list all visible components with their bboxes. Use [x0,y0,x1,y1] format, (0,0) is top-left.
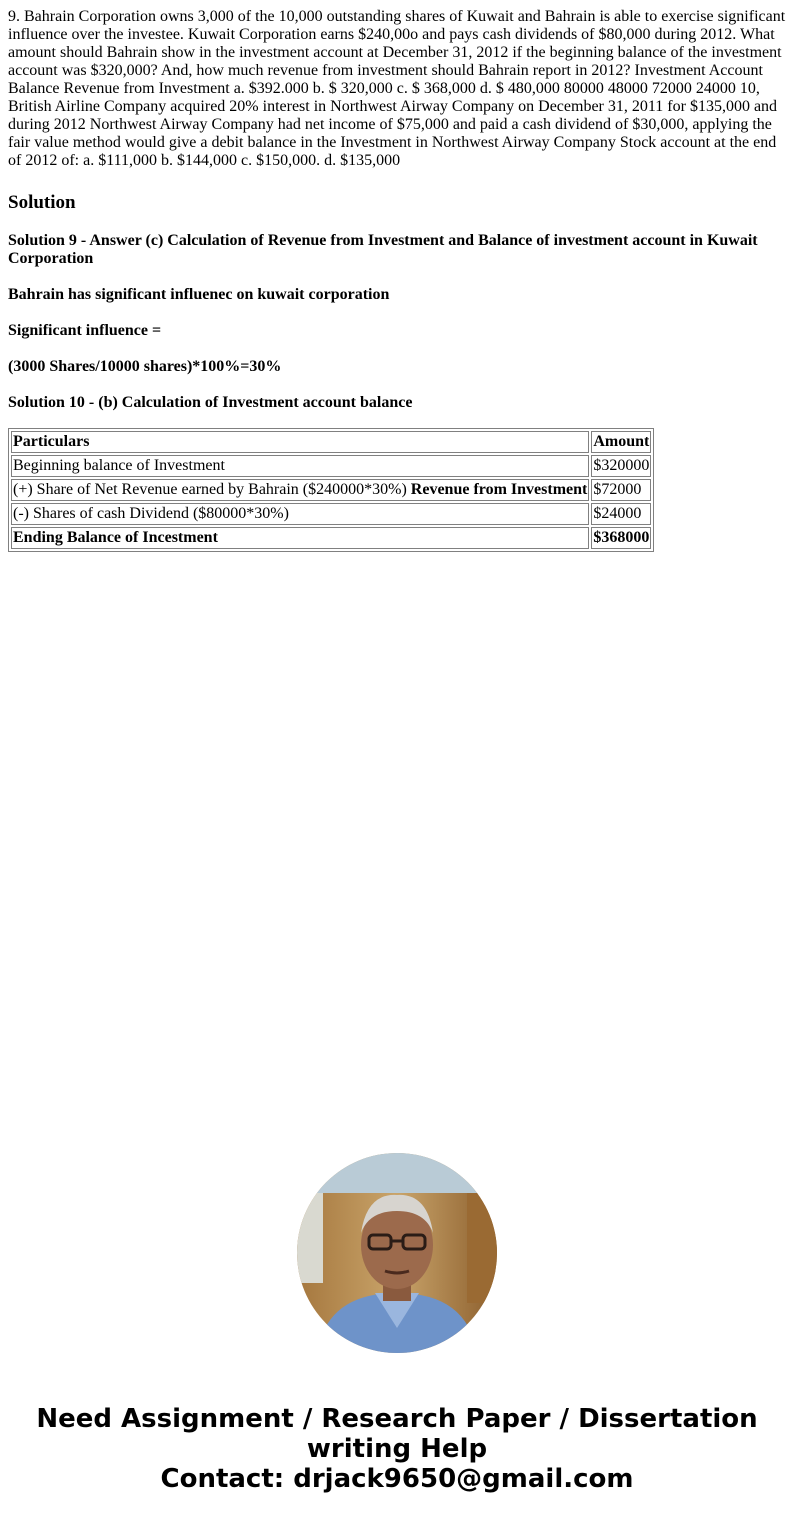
footer-particulars: Ending Balance of Incestment [11,527,589,549]
header-particulars: Particulars [11,431,589,453]
influence-statement: Bahrain has significant influenec on kuwait corporation [8,286,390,303]
investment-table [8,428,654,552]
row-amount: $24000 [591,503,651,525]
footer-amount: $368000 [591,527,651,549]
solution-heading: Solution [8,192,76,213]
table-row [11,503,651,525]
row-amount: $320000 [591,455,651,477]
row-particulars: Beginning balance of Investment [11,455,589,477]
promo-banner [0,1404,794,1494]
influence-formula: (3000 Shares/10000 shares)*100%=30% [8,358,282,375]
row-particulars: (-) Shares of cash Dividend ($80000*30%) [11,503,589,525]
table-header-row [11,431,651,453]
solution-9-heading: Solution 9 - Answer (c) Calculation of Revenue from Investment and Balance of investment account in Kuwait Corporation [8,232,758,267]
promo-line-2: writing Help [306,1434,488,1464]
row-particulars: (+) Share of Net Revenue earned by Bahrain ($240000*30%) Revenue from Investment [11,479,589,501]
document-body [8,8,788,552]
table-footer-row [11,527,651,549]
question-text: 9. Bahrain Corporation owns 3,000 of the 10,000 outstanding shares of Kuwait and Bahrain is able to exercise significant influence over the investee. Kuwait Corporation earns $240,00o and pays cash dividends of $80,000 during 2012. What amount should Bahrain show in the investment account at December 31, 2012 if the beginning balance of the investment account was $320,000? And, how much revenue from investment should Bahrain report in 2012? Investment Account Balance Revenue from Investment a. $392.000 b. $ 320,000 c. $ 368,000 d. $ 480,000 80000 48000 72000 24000 10, British Airline Company acquired 20% interest in Northwest Airway Company on December 31, 2011 for $135,000 and during 2012 Northwest Airway Company had net income of $75,000 and paid a cash dividend of $30,000, applying the fair value method would give a debit balance in the Investment in Northwest Airway Company Stock account at the end of 2012 of: a. $111,000 b. $144,000 c. $150,000. d. $135,000 [8,8,786,169]
promo-line-1: Need Assignment / Research Paper / Dissertation [36,1404,758,1434]
table-row [11,455,651,477]
avatar [297,1153,497,1353]
row-amount: $72000 [591,479,651,501]
promo-contact: Contact: drjack9650@gmail.com [160,1464,634,1494]
header-amount: Amount [591,431,651,453]
influence-label: Significant influence = [8,322,162,339]
table-row [11,479,651,501]
solution-10-heading: Solution 10 - (b) Calculation of Investment account balance [8,394,413,411]
